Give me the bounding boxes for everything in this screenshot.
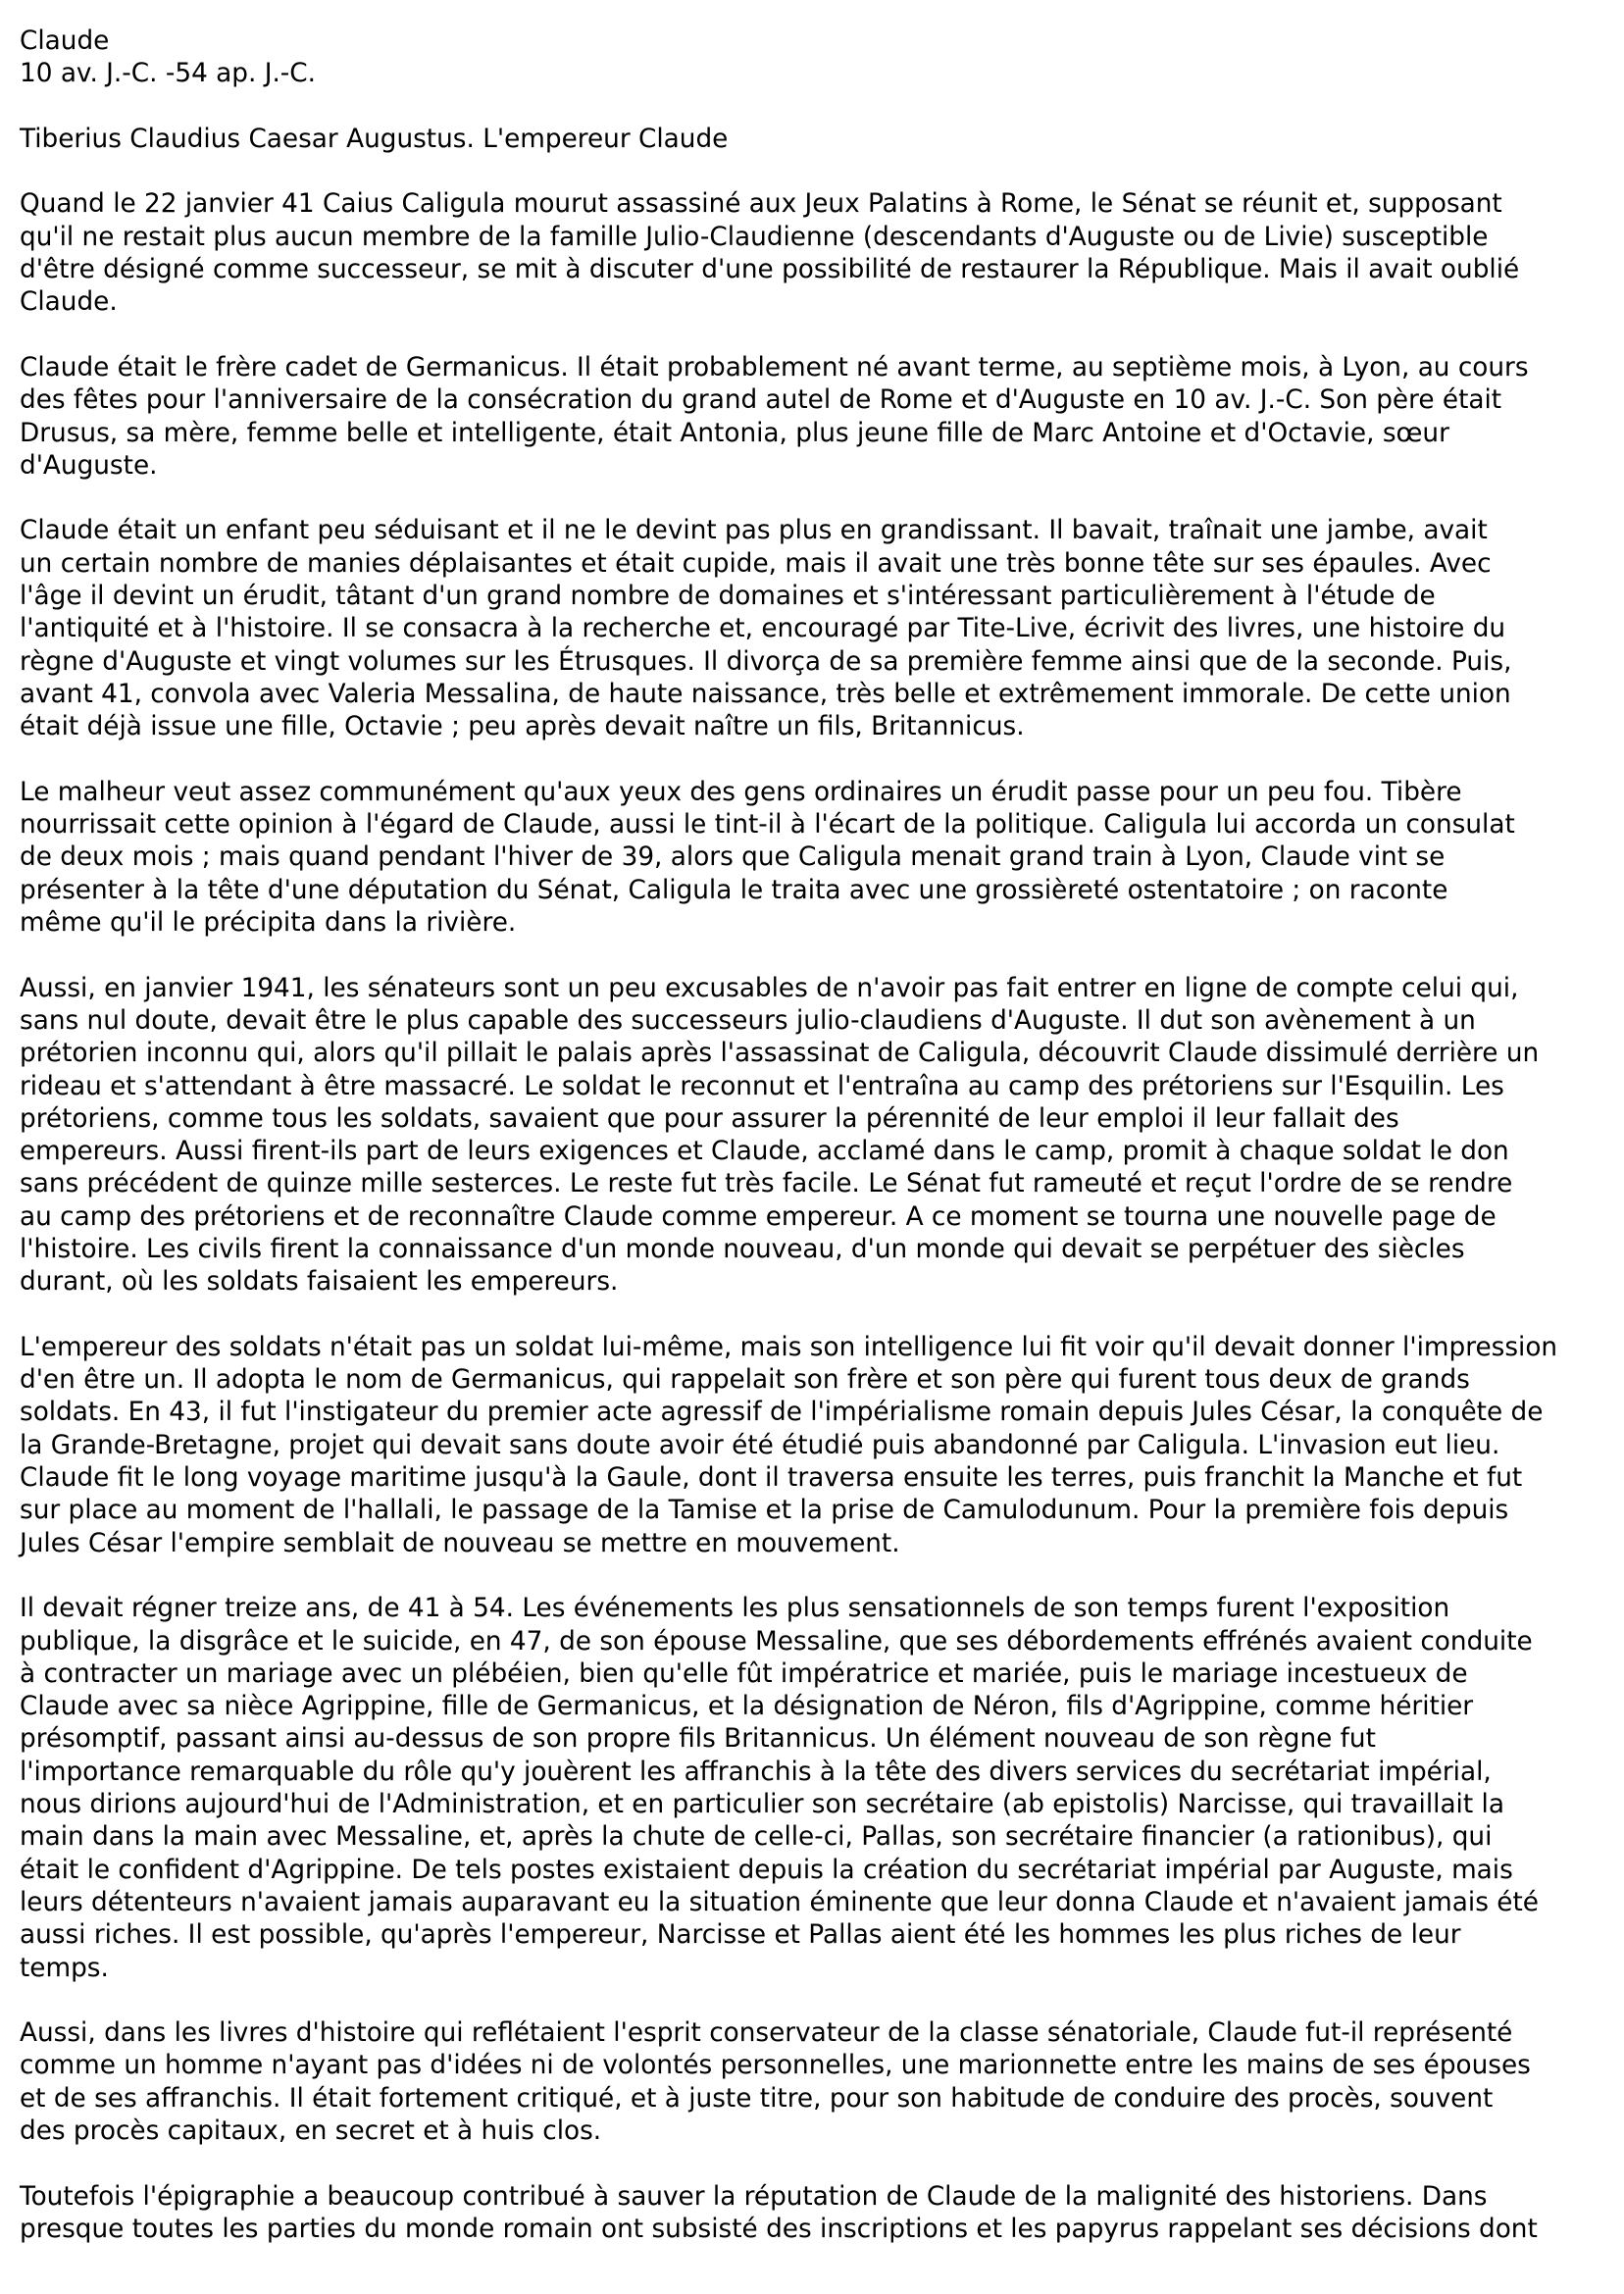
- document-title: Claude: [20, 26, 110, 56]
- paragraph-3: Claude était un enfant peu séduisant et il ne le devint pas plus en grandissant. Il bavait, traînait une jambe, avait un certain nombre de manies déplaisantes et était cupide, mais il avait une très bonne tête sur ses épaules. Avec l'âge il devint un érudit, tâtant d'un grand nombre de domaines et s'intéressant particulièrement à l'étude de l'antiquité et à l'histoire. Il se consacra à la recherche et, encouragé par Tite-Live, écrivit des livres, une histoire du règne d'Auguste et vingt volumes sur les Étrusques. Il divorça de sa première femme ainsi que de la seconde. Puis, avant 41, convola avec Valeria Messalina, de haute naissance, très belle et extrêmement immorale. De cette union était déjà issue une fille, Octavie ; peu après devait naître un fils, Britannicus.: [20, 516, 1512, 742]
- paragraph-2: Claude était le frère cadet de Germanicus. Il était probablement né avant terme, au septième mois, à Lyon, au cours des fêtes pour l'anniversaire de la consécration du grand autel de Rome et d'Auguste en 10 av. J.-C. Son père était Drusus, sa mère, femme belle et intelligente, était Antonia, plus jeune fille de Marc Antoine et d'Octavie, sœur d'Auguste.: [20, 352, 1529, 481]
- paragraph-6: L'empereur des soldats n'était pas un soldat lui-même, mais son intelligence lui fit voir qu'il devait donner l'impression d'en être un. Il adopta le nom de Germanicus, qui rappelait son frère et son père qui furent tous deux de grands soldats. En 43, il fut l'instigateur du premier acte agressif de l'impérialisme romain depuis Jules César, la conquête de la Grande-Bretagne, projet qui devait sans doute avoir été étudié puis abandonné par Caligula. L'invasion eut lieu. Claude fit le long voyage maritime jusqu'à la Gaule, dont il traversa ensuite les terres, puis franchit la Manche et fut sur place au moment de l'hallali, le passage de la Tamise et la prise de Camulodunum. Pour la première fois depuis Jules César l'empire semblait de nouveau se mettre en mouvement.: [20, 1332, 1558, 1558]
- paragraph-4: Le malheur veut assez communément qu'aux yeux des gens ordinaires un érudit passe pour un peu fou. Tibère nourrissait cette opinion à l'égard de Claude, aussi le tint-il à l'écart de la politique. Caligula lui accorda un consulat de deux mois ; mais quand pendant l'hiver de 39, alors que Caligula menait grand train à Lyon, Claude vint se présenter à la tête d'une députation du Sénat, Caligula le traita avec une grossièreté ostentatoire ; on raconte même qu'il le précipita dans la rivière.: [20, 777, 1515, 939]
- paragraph-7: Il devait régner treize ans, de 41 à 54. Les événements les plus sensationnels de son temps furent l'exposition publique, la disgrâce et le suicide, en 47, de son épouse Messaline, que ses débordements effrénés avaient conduite à contracter un mariage avec un plébéien, bien qu'elle fût impératrice et mariée, puis le mariage incestueux de Claude avec sa nièce Agrippine, fille de Germanicus, et la désignation de Néron, fils d'Agrippine, comme héritier présomptif, passant aiпsi au-dessus de son propre fils Britannicus. Un élément nouveau de son règne fut l'importance remarquable du rôle qu'y jouèrent les affranchis à la tête des divers services du secrétariat impérial, nous dirions aujourd'hui de l'Administration, et en particulier son secrétaire (ab epistolis) Narcisse, qui travaillait la main dans la main avec Messaline, et, après la chute de celle-ci, Pallas, son secrétaire financier (a rationibus), qui était le confident d'Agrippine. De tels postes existaient depuis la création du secrétariat impérial par Auguste, mais leurs détenteurs n'avaient jamais auparavant eu la situation éminente que leur donna Claude et n'avaient jamais été aussi riches. Il est possible, qu'après l'empereur, Narcisse et Pallas aient été les hommes les plus riches de leur temps.: [20, 1594, 1539, 1983]
- document-dates: 10 av. J.-C. -54 ap. J.-C.: [20, 59, 317, 89]
- document-page: [20, 25, 1608, 2246]
- paragraph-9: Toutefois l'épigraphie a beaucoup contribué à sauver la réputation de Claude de la malignité des historiens. Dans presque toutes les parties du monde romain ont subsisté des inscriptions et les papyrus rappelant ses décisions dont: [20, 2181, 1538, 2244]
- paragraph-1: Quand le 22 janvier 41 Caius Caligula mourut assassiné aux Jeux Palatins à Rome, le Sénat se réunit et, supposant qu'il ne restait plus aucun membre de la famille Julio-Claudienne (descendants d'Auguste ou de Livie) susceptible d'être désigné comme successeur, se mit à discuter d'une possibilité de restaurer la République. Mais il avait oublié Claude.: [20, 189, 1520, 318]
- document-subtitle: Tiberius Claudius Caesar Augustus. L'empereur Claude: [20, 124, 729, 154]
- paragraph-8: Aussi, dans les livres d'histoire qui reflétaient l'esprit conservateur de la classe sénatoriale, Claude fut-il représenté comme un homme n'ayant pas d'idées ni de volontés personnelles, une marionnette entre les mains de ses épouses et de ses affranchis. Il était fortement critiqué, et à juste titre, pour son habitude de conduire des procès, souvent des procès capitaux, en secret et à huis clos.: [20, 2018, 1531, 2146]
- paragraph-5: Aussi, en janvier 1941, les sénateurs sont un peu excusables de n'avoir pas fait entrer en ligne de compte celui qui, sans nul doute, devait être le plus capable des successeurs julio-claudiens d'Auguste. Il dut son avènement à un prétorien inconnu qui, alors qu'il pillait le palais après l'assassinat de Caligula, découvrit Claude dissimulé derrière un rideau et s'attendant à être massacré. Le soldat le reconnut et l'entraîna au camp des prétoriens sur l'Esquilin. Les prétoriens, comme tous les soldats, savaient que pour assurer la pérennité de leur emploi il leur fallait des empereurs. Aussi firent-ils part de leurs exigences et Claude, acclamé dans le camp, promit à chaque soldat le don sans précédent de quinze mille sesterces. Le reste fut très facile. Le Sénat fut rameuté et reçut l'ordre de se rendre au camp des prétoriens et de reconnaître Claude comme empereur. A ce moment se tourna une nouvelle page de l'histoire. Les civils firent la connaissance d'un monde nouveau, d'un monde qui devait se perpétuer des siècles durant, où les soldats faisaient les empereurs.: [20, 973, 1540, 1298]
